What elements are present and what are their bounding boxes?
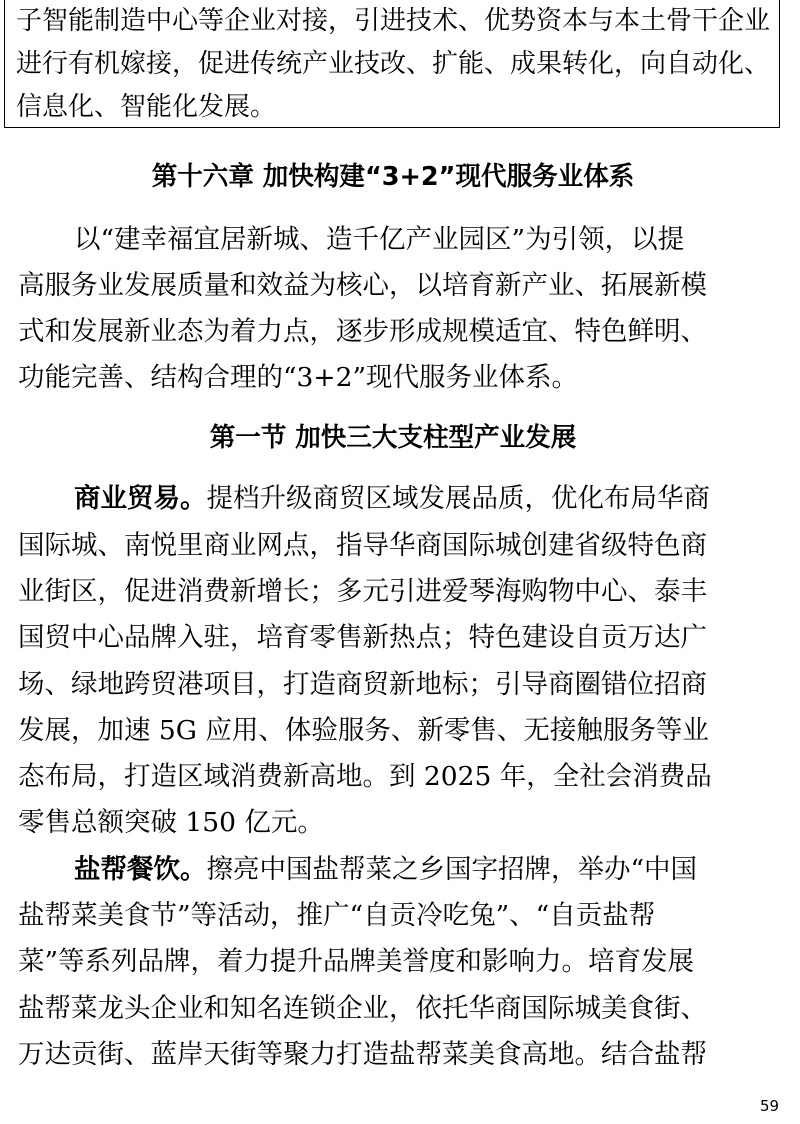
intro-line-1: 以“建幸福宜居新城、造千亿产业园区”为引领，以提 <box>74 224 685 255</box>
intro-line-2: 高服务业发展质量和效益为核心，以培育新产业、拓展新模 <box>18 270 707 301</box>
catering-line-3: 菜”等系列品牌，着力提升品牌美誉度和影响力。培育发展 <box>18 946 695 977</box>
catering-line-2: 盐帮菜美食节”等活动，推广“自贡冷吃兔”、“自贡盐帮 <box>18 900 656 931</box>
commerce-line-3: 业街区，促进消费新增长；多元引进爱琴海购物中心、泰丰 <box>18 576 707 607</box>
commerce-first-text: 提档升级商贸区域发展品质，优化布局华商 <box>206 483 710 514</box>
continued-text-box <box>4 0 780 128</box>
page-number: 59 <box>760 1097 780 1115</box>
commerce-lead: 商业贸易。 <box>74 483 207 514</box>
intro-line-3: 式和发展新业态为着力点，逐步形成规模适宜、特色鲜明、 <box>18 316 707 347</box>
commerce-line-7: 态布局，打造区域消费新高地。到 2025 年，全社会消费品 <box>18 761 712 792</box>
box-line-2: 进行有机嫁接，促进传统产业技改、扩能、成果转化，向自动化、 <box>16 49 771 79</box>
catering-lead: 盐帮餐饮。 <box>74 854 207 885</box>
section-title: 第一节 加快三大支柱型产业发展 <box>209 423 577 453</box>
catering-line-5: 万达贡街、蓝岸天街等聚力打造盐帮菜美食高地。结合盐帮 <box>18 1039 707 1070</box>
commerce-line-5: 场、绿地跨贸港项目，打造商贸新地标；引导商圈错位招商 <box>18 669 707 700</box>
commerce-line-1 <box>74 483 710 515</box>
catering-line-4: 盐帮菜龙头企业和知名连锁企业，依托华商国际城美食街、 <box>18 993 707 1024</box>
commerce-line-2: 国际城、南悦里商业网点，指导华商国际城创建省级特色商 <box>18 530 707 561</box>
commerce-line-6: 发展，加速 5G 应用、体验服务、新零售、无接触服务等业 <box>18 715 709 746</box>
intro-line-4: 功能完善、结构合理的“3+2”现代服务业体系。 <box>18 362 579 393</box>
commerce-line-4: 国贸中心品牌入驻，培育零售新热点；特色建设自贡万达广 <box>18 622 707 653</box>
commerce-line-8: 零售总额突破 150 亿元。 <box>18 807 324 838</box>
catering-first-text: 擦亮中国盐帮菜之乡国字招牌，举办“中国 <box>206 854 698 885</box>
box-line-3: 信息化、智能化发展。 <box>16 92 277 122</box>
box-line-1: 子智能制造中心等企业对接，引进技术、优势资本与本土骨干企业 <box>16 6 771 36</box>
catering-line-1 <box>74 854 697 886</box>
chapter-title: 第十六章 加快构建“3+2”现代服务业体系 <box>151 162 635 192</box>
